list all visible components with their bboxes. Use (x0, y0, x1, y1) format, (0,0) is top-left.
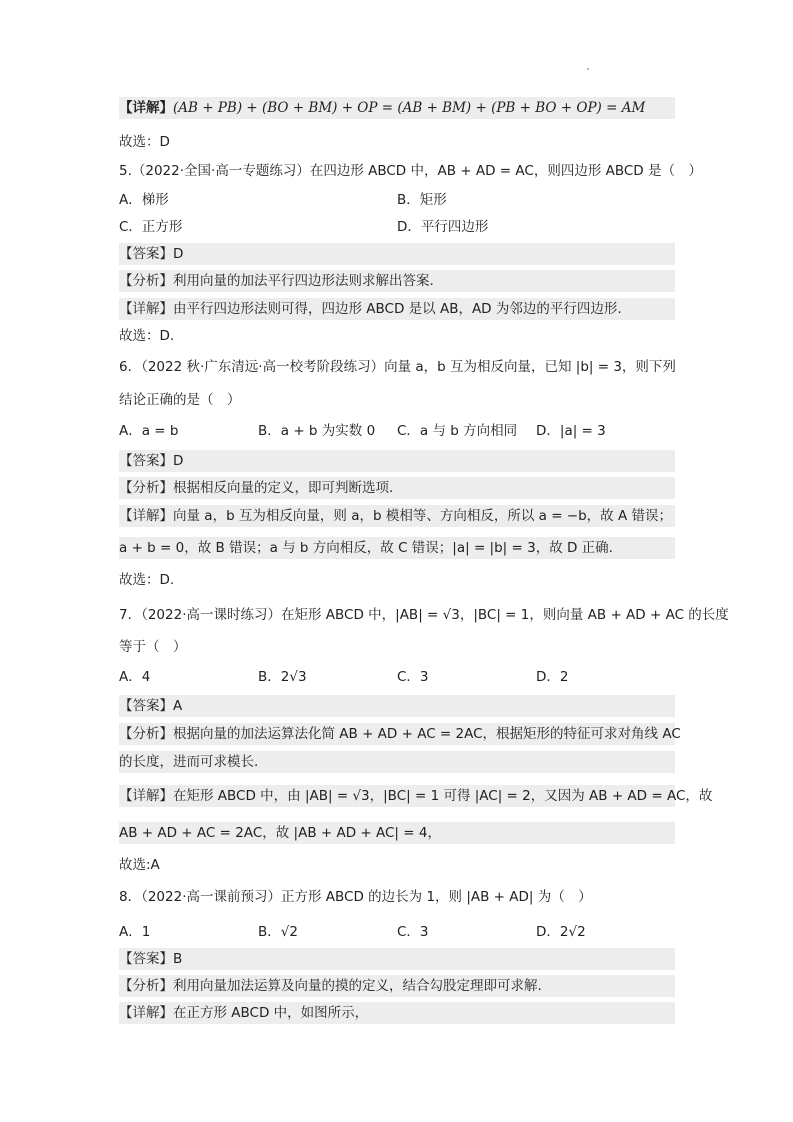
q7-option-b: B．2√3 (258, 669, 307, 685)
q8-option-a: A．1 (119, 924, 151, 940)
q6-detail-1: 【详解】向量 a，b 互为相反向量，则 a，b 模相等、方向相反，所以 a = −b，故 A 错误； (119, 505, 675, 527)
question-6-stem-2: 结论正确的是（ ） (119, 392, 241, 408)
q8-option-d: D．2√2 (536, 924, 586, 940)
choose-line: 故选：D (119, 134, 170, 150)
q8-option-c: C．3 (397, 924, 429, 940)
q8-option-b: B．√2 (258, 924, 298, 940)
question-8-stem: 8．（2022·高一课前预习）正方形 ABCD 的边长为 1，则 |AB + AD| 为（ ） (119, 889, 592, 905)
q5-option-d: D．平行四边形 (397, 219, 489, 235)
q7-option-a: A．4 (119, 669, 151, 685)
q7-option-d: D．2 (536, 669, 569, 685)
q6-detail-2: a + b = 0，故 B 错误；a 与 b 方向相反，故 C 错误；|a| = |b| = 3，故 D 正确. (119, 537, 675, 559)
q7-detail-1: 【详解】在矩形 ABCD 中，由 |AB| = √3，|BC| = 1 可得 |AC| = 2，又因为 AB + AD = AC，故 (119, 785, 675, 807)
question-7-stem-2: 等于（ ） (119, 639, 187, 655)
question-5-stem: 5.（2022·全国·高一专题练习）在四边形 ABCD 中，AB + AD = AC，则四边形 ABCD 是（ ） (119, 163, 702, 179)
question-6-stem-1: 6．（2022 秋·广东清远·高一校考阶段练习）向量 a，b 互为相反向量，已知 |b| = 3，则下列 (119, 359, 676, 375)
detail-line-1: 【详解】(AB + PB) + (BO + BM) + OP = (AB + BM) + (PB + BO + OP) = AM (119, 97, 675, 119)
q7-option-c: C．3 (397, 669, 429, 685)
q7-analysis-2: 的长度，进而可求模长. (119, 751, 675, 773)
q6-option-c: C．a 与 b 方向相同 (397, 423, 518, 439)
q6-analysis: 【分析】根据相反向量的定义，即可判断选项. (119, 477, 675, 499)
q5-option-b: B．矩形 (397, 192, 447, 208)
q5-option-a: A．梯形 (119, 192, 169, 208)
q5-analysis: 【分析】利用向量的加法平行四边形法则求解出答案. (119, 270, 675, 292)
q6-option-b: B．a + b 为实数 0 (258, 423, 376, 439)
q7-choose: 故选:A (119, 857, 160, 873)
q8-detail: 【详解】在正方形 ABCD 中，如图所示， (119, 1002, 675, 1024)
q5-answer: 【答案】D (119, 243, 675, 265)
q6-answer: 【答案】D (119, 450, 675, 472)
q5-detail: 【详解】由平行四边形法则可得，四边形 ABCD 是以 AB，AD 为邻边的平行四边形. (119, 298, 675, 320)
question-7-stem-1: 7．（2022·高一课时练习）在矩形 ABCD 中，|AB| = √3，|BC| = 1，则向量 AB + AD + AC 的长度 (119, 607, 729, 623)
page-mark (587, 68, 589, 70)
q7-answer: 【答案】A (119, 695, 675, 717)
q6-option-d: D．|a| = 3 (536, 423, 606, 439)
q6-option-a: A．a = b (119, 423, 179, 439)
q7-analysis-1: 【分析】根据向量的加法运算法化简 AB + AD + AC = 2AC，根据矩形的特征可求对角线 AC (119, 723, 675, 745)
q7-detail-2: AB + AD + AC = 2AC，故 |AB + AD + AC| = 4， (119, 822, 675, 844)
q5-choose: 故选：D. (119, 328, 175, 344)
q8-answer: 【答案】B (119, 948, 675, 970)
q5-option-c: C．正方形 (119, 219, 183, 235)
q8-analysis: 【分析】利用向量加法运算及向量的摸的定义，结合勾股定理即可求解. (119, 975, 675, 997)
q6-choose: 故选：D. (119, 572, 175, 588)
